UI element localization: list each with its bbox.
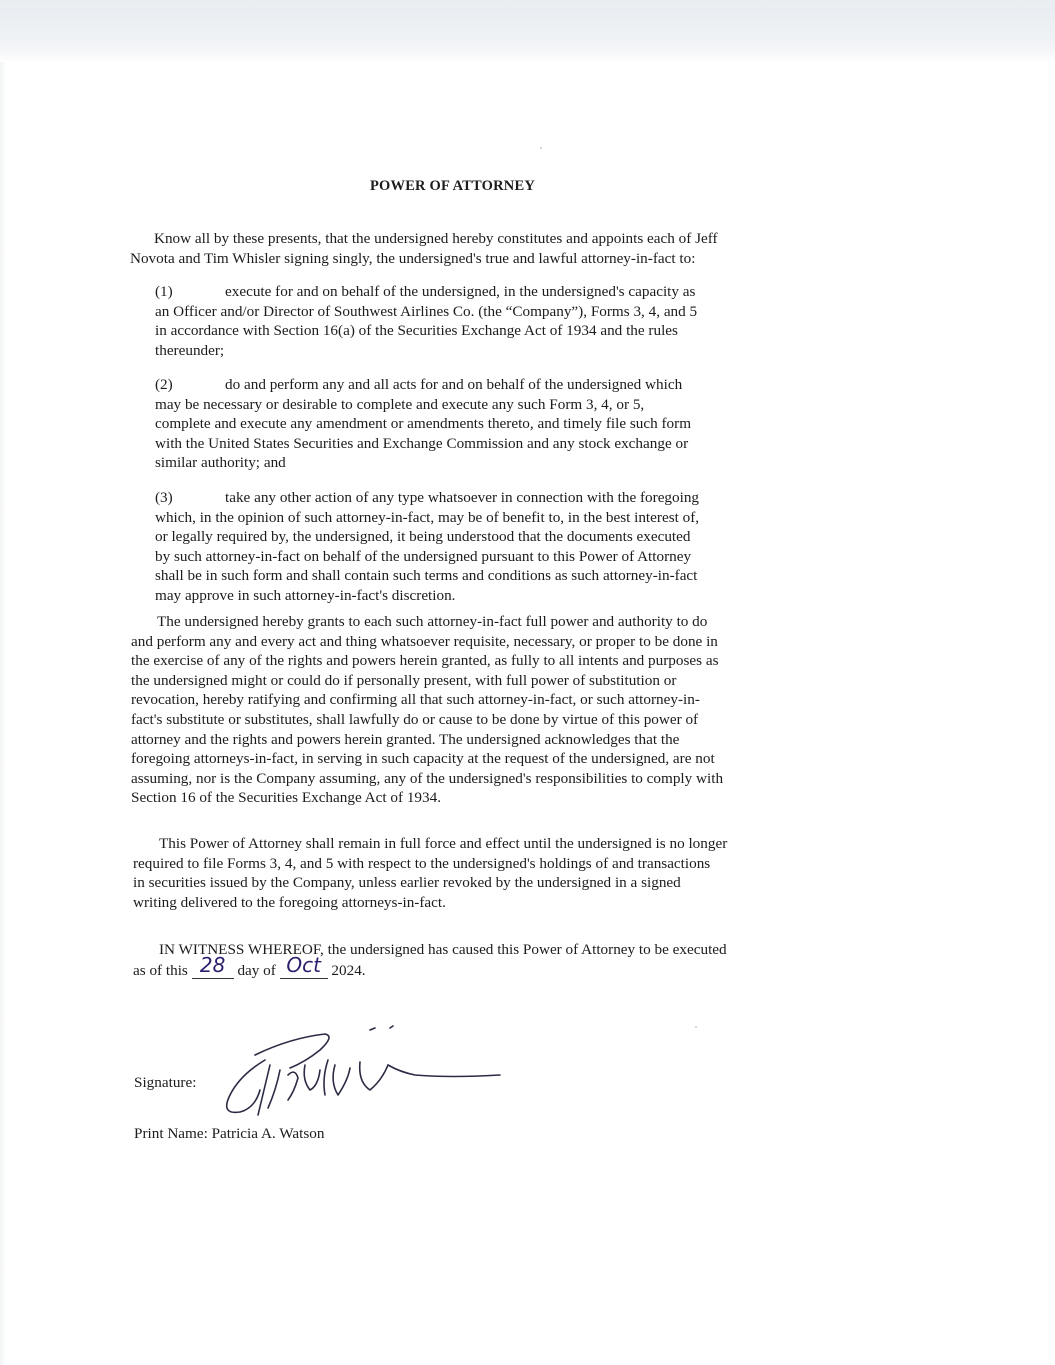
clause-3 — [155, 488, 699, 606]
grant-line: and perform any and every act and thing whatsoever requisite, necessary, or proper to be done in — [131, 632, 718, 650]
clause-line: by such attorney-in-fact on behalf of the undersigned pursuant to this Power of Attorney — [155, 547, 692, 565]
grant-line: attorney and the rights and powers herein granted. The undersigned acknowledges that the — [131, 730, 680, 748]
day-handwritten: 28 — [199, 953, 226, 977]
scan-left-edge — [0, 62, 6, 1365]
duration-line: required to file Forms 3, 4, and 5 with respect to the undersigned's holdings of and transactions — [133, 854, 711, 872]
scan-speck — [540, 147, 542, 149]
signature-image — [210, 1020, 510, 1130]
duration-paragraph — [133, 834, 727, 912]
month-blank — [280, 953, 328, 979]
clause-line: or legally required by, the undersigned, it being understood that the documents executed — [155, 528, 691, 546]
clause-number: (3) — [155, 489, 173, 506]
witness-date-line — [133, 953, 727, 981]
clause-line: similar authority; and — [155, 454, 286, 472]
clause-line: execute for and on behalf of the undersigned, in the undersigned's capacity as — [225, 283, 696, 300]
day-blank — [192, 953, 234, 979]
clause-line: take any other action of any type whatsoever in connection with the foregoing — [225, 489, 700, 506]
clause-2 — [155, 375, 691, 473]
clause-number: (2) — [155, 376, 173, 393]
grant-line: The undersigned hereby grants to each such attorney-in-fact full power and authority to do — [157, 613, 708, 630]
year-text: 2024. — [331, 962, 366, 979]
grant-line: assuming, nor is the Company assuming, any of the undersigned's responsibilities to comply with — [131, 769, 724, 787]
signature-label: Signature: — [134, 1074, 197, 1091]
clause-1 — [155, 282, 697, 360]
clause-line: in accordance with Section 16(a) of the Securities Exchange Act of 1934 and the rules — [155, 322, 678, 340]
duration-line: This Power of Attorney shall remain in full force and effect until the undersigned is no longer — [159, 835, 728, 852]
grant-line: revocation, hereby ratifying and confirming all that such attorney-in-fact, or such attorney-in- — [131, 691, 700, 709]
grant-line: foregoing attorneys-in-fact, in serving in such capacity at the request of the undersigned, are not — [131, 750, 715, 768]
print-name: Print Name: Patricia A. Watson — [134, 1125, 325, 1142]
witness-paragraph — [133, 939, 727, 981]
as-of-text: as of this — [133, 962, 188, 979]
grant-line: the exercise of any of the rights and powers herein granted, as fully to all intents and purposes as — [131, 652, 719, 670]
clause-line: which, in the opinion of such attorney-in-fact, may be of benefit to, in the best interest of, — [155, 508, 700, 526]
grant-line: the undersigned might or could do if personally present, with full power of substitution or — [131, 671, 677, 689]
duration-line: in securities issued by the Company, unless earlier revoked by the undersigned in a signed — [133, 874, 681, 892]
clause-line: with the United States Securities and Exchange Commission and any stock exchange or — [155, 434, 689, 452]
witness-line: IN WITNESS WHEREOF, the undersigned has caused this Power of Attorney to be executed — [159, 941, 727, 958]
month-handwritten: Oct — [286, 953, 321, 977]
clause-line: an Officer and/or Director of Southwest Airlines Co. (the “Company”), Forms 3, 4, and 5 — [155, 302, 698, 320]
day-of-text: day of — [237, 962, 276, 979]
clause-line: shall be in such form and shall contain such terms and conditions as such attorney-in-fact — [155, 567, 698, 585]
document-title: POWER OF ATTORNEY — [369, 178, 536, 194]
clause-line: may approve in such attorney-in-fact's discretion. — [155, 586, 456, 604]
intro-paragraph — [130, 229, 718, 268]
clause-line: thereunder; — [155, 341, 225, 359]
duration-line: writing delivered to the foregoing attorneys-in-fact. — [133, 893, 446, 911]
clause-number: (1) — [155, 283, 173, 300]
clause-line: may be necessary or desirable to complete and execute any such Form 3, 4, or 5, — [155, 395, 645, 413]
scan-speck — [695, 1026, 697, 1028]
intro-line: Novota and Tim Whisler signing singly, the undersigned's true and lawful attorney-in-fact to: — [130, 249, 696, 267]
scan-top-band — [0, 0, 1055, 62]
clause-line: complete and execute any amendment or amendments thereto, and timely file such form — [155, 415, 692, 433]
grant-line: Section 16 of the Securities Exchange Act of 1934. — [131, 789, 442, 807]
grant-line: fact's substitute or substitutes, shall lawfully do or cause to be done by virtue of this power of — [131, 710, 699, 728]
clause-line: do and perform any and all acts for and on behalf of the undersigned which — [225, 376, 683, 393]
intro-line: Know all by these presents, that the undersigned hereby constitutes and appoints each of Jeff — [154, 230, 718, 247]
grant-paragraph — [131, 612, 723, 808]
